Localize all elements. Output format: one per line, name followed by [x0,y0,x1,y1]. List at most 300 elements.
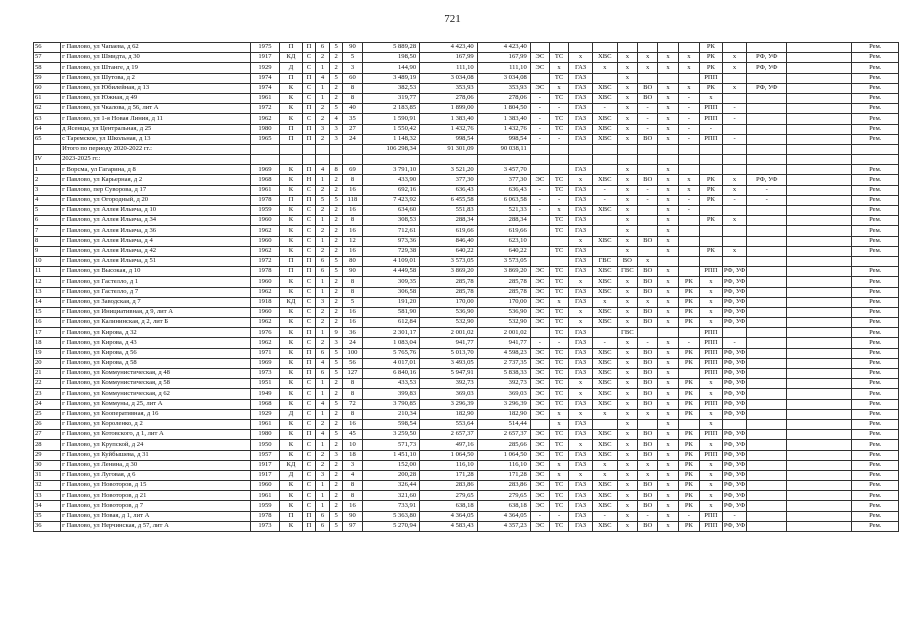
table-cell [787,104,852,114]
table-cell: х [658,419,678,429]
table-cell: 80 [343,256,362,266]
table-cell: 634,60 [362,206,420,216]
table-cell: ХВС [592,206,617,216]
table-cell: г Павлово, ул Аллея Ильича, д 42 [61,246,251,256]
table-cell: ГАЗ [569,104,593,114]
table-cell: 1960 [250,307,279,317]
table-cell: 2 [316,460,330,470]
table-cell: РК [678,440,699,450]
table-cell: 1 [316,501,330,511]
table-cell: 319,77 [362,93,420,103]
table-cell: 90 [343,43,362,53]
table-cell: х [658,63,678,73]
table-cell [722,93,747,103]
table-cell [747,460,787,470]
table-cell: 2 [329,236,343,246]
table-cell [316,155,330,165]
table-cell: 846,40 [420,236,478,246]
table-cell: 1957 [250,450,279,460]
table-cell: К [280,216,303,226]
table-cell: ЭС [530,369,549,379]
table-cell: - [678,114,699,124]
table-cell: ХВС [592,389,617,399]
table-cell: ГАЗ [569,328,593,338]
table-cell [787,246,852,256]
table-cell [34,144,61,154]
table-cell: 8 [343,481,362,491]
table-cell [787,256,852,266]
table-cell: Рем. [852,450,899,460]
table-cell: 598,54 [362,419,420,429]
table-cell [678,369,699,379]
table-cell: 4 [316,73,330,83]
table-cell: 15 [34,307,61,317]
table-cell: х [722,83,747,93]
table-cell [678,226,699,236]
table-cell [787,267,852,277]
table-cell: 521,33 [477,206,530,216]
table-cell: П [302,369,316,379]
table-cell: П [280,134,303,144]
table-cell [658,144,678,154]
table-cell [747,287,787,297]
table-row [34,216,899,226]
table-cell: 1971 [250,348,279,358]
table-cell: 2 [329,491,343,501]
table-cell: 279,65 [477,491,530,501]
table-cell [678,267,699,277]
table-cell [787,389,852,399]
table-cell: - [678,511,699,521]
table-cell: 433,53 [362,379,420,389]
table-cell: 1962 [250,338,279,348]
table-cell: х [658,430,678,440]
table-cell: РК [678,521,699,531]
table-cell [592,216,617,226]
table-cell: ХВС [592,267,617,277]
table-cell: г Павлово, ул Аллея Ильича, д 36 [61,226,251,236]
table-cell: - [638,104,658,114]
table-cell: 1 804,50 [477,104,530,114]
table-cell: К [280,104,303,114]
table-cell: Н [302,175,316,185]
table-cell: 1961 [250,93,279,103]
table-cell: РК [700,185,723,195]
table-cell: 5 [34,206,61,216]
table-cell: Рем. [852,307,899,317]
table-cell [678,246,699,256]
table-cell: 1961 [250,419,279,429]
table-cell: 1 [316,481,330,491]
table-cell: 1918 [250,297,279,307]
table-cell: х [678,175,699,185]
table-cell: Рем. [852,430,899,440]
table-cell: 2 [329,287,343,297]
table-cell [638,155,658,165]
table-cell: ГАЗ [569,246,593,256]
table-cell: - [530,124,549,134]
table-row [34,43,899,53]
table-cell: х [658,450,678,460]
table-cell: 5 [329,521,343,531]
table-cell [658,155,678,165]
table-cell: х [722,216,747,226]
table-cell: г Павлово, ул Юбилейная, д 13 [61,83,251,93]
table-cell: С [302,470,316,480]
table-cell: 4 364,05 [420,511,478,521]
table-cell [700,144,723,154]
table-cell: 6 [316,369,330,379]
table-cell: ТС [549,430,568,440]
table-cell: К [280,450,303,460]
table-cell: П [280,124,303,134]
table-cell: 4 423,40 [420,43,478,53]
table-cell: 2 [329,53,343,63]
table-cell: ГАЗ [569,501,593,511]
table-cell: 11 [34,267,61,277]
table-cell: 1962 [250,287,279,297]
table-cell: 61 [34,93,61,103]
table-cell: 2 [329,226,343,236]
table-cell: 640,22 [420,246,478,256]
table-cell [678,419,699,429]
table-cell: х [658,93,678,103]
table-cell: 2 [316,226,330,236]
table-cell: г Павлово, ул Инициативная, д 9, лит А [61,307,251,317]
table-cell: - [678,93,699,103]
table-cell: х [617,399,637,409]
table-cell [722,124,747,134]
table-cell: 399,83 [362,389,420,399]
table-cell: 2 [329,246,343,256]
table-cell: К [280,369,303,379]
table-cell: г Павлово, ул Коммунистическая, д 58 [61,379,251,389]
table-cell: ВО [638,369,658,379]
table-cell: ЭС [530,460,549,470]
table-cell: - [722,104,747,114]
table-cell: 111,10 [420,63,478,73]
table-cell: ГАЗ [569,73,593,83]
table-cell: 2 [329,185,343,195]
table-cell [530,328,549,338]
table-cell: Рем. [852,114,899,124]
table-cell: 941,77 [477,338,530,348]
table-cell: 16 [343,246,362,256]
table-cell: 3 034,08 [477,73,530,83]
table-row [34,419,899,429]
table-cell: ГАЗ [569,369,593,379]
table-cell: ТС [549,73,568,83]
table-cell: 5 [316,195,330,205]
table-cell: С [302,460,316,470]
table-cell [549,43,568,53]
table-cell: г Павлово, ул Высокая, д 10 [61,267,251,277]
table-row [34,63,899,73]
table-cell: К [280,521,303,531]
table-cell: х [700,419,723,429]
table-cell: 1978 [250,195,279,205]
table-cell: РК [678,307,699,317]
table-cell [747,307,787,317]
table-cell: РПП [700,399,723,409]
table-cell: Рем. [852,297,899,307]
table-cell: х [658,358,678,368]
table-cell [617,144,637,154]
table-cell [530,246,549,256]
table-cell [658,256,678,266]
table-cell [747,256,787,266]
table-cell: х [658,318,678,328]
table-cell: ТС [549,328,568,338]
table-cell: РФ, УФ [722,491,747,501]
table-cell: 2 183,85 [362,104,420,114]
table-cell: х [617,73,637,83]
table-cell: 1972 [250,256,279,266]
table-cell: х [569,53,593,63]
table-cell: 1 [316,328,330,338]
table-cell: 2 [316,53,330,63]
table-cell: х [658,287,678,297]
table-cell: РФ, УФ [722,348,747,358]
table-cell: 18 [34,338,61,348]
table-cell [658,43,678,53]
table-cell [530,236,549,246]
table-cell: х [700,409,723,419]
table-cell: ГАЗ [569,165,593,175]
table-cell: х [617,236,637,246]
table-cell: - [530,511,549,521]
table-cell [477,155,530,165]
table-cell [530,256,549,266]
table-row [34,195,899,205]
table-cell [747,114,787,124]
table-cell: К [280,114,303,124]
table-cell [747,134,787,144]
table-cell: П [302,124,316,134]
table-cell: - [722,195,747,205]
table-cell: 97 [343,521,362,531]
table-cell: П [302,43,316,53]
table-cell: 1973 [250,521,279,531]
table-cell [747,206,787,216]
table-row [34,409,899,419]
table-cell: х [617,521,637,531]
table-cell [747,93,787,103]
table-cell: с Таремское, ул Школьная, д 13 [61,134,251,144]
table-cell: 1978 [250,511,279,521]
table-cell: ВО [638,440,658,450]
table-cell: - [530,195,549,205]
table-cell: ТС [549,379,568,389]
table-cell: РК [678,460,699,470]
table-cell: 7 [34,226,61,236]
table-cell: - [549,195,568,205]
table-cell: х [678,185,699,195]
table-cell: К [280,379,303,389]
table-cell [592,155,617,165]
table-cell: ЭС [530,450,549,460]
table-cell [787,481,852,491]
table-cell: х [638,63,658,73]
table-cell: 1 [316,389,330,399]
table-cell: 288,34 [420,216,478,226]
table-cell: 182,90 [477,409,530,419]
table-cell: 308,53 [362,216,420,226]
table-cell: х [722,246,747,256]
table-cell: г Павлово, ул Новоторов, д 15 [61,481,251,491]
table-cell: г Павлово, ул Аллея Ильича, д 51 [61,256,251,266]
table-cell [787,419,852,429]
table-cell: 1 550,42 [362,124,420,134]
table-cell [638,246,658,256]
table-cell: 3 296,39 [420,399,478,409]
table-cell: х [617,226,637,236]
table-cell: ЭС [530,501,549,511]
table-cell: - [678,124,699,134]
table-cell: ХВС [592,175,617,185]
table-row [34,389,899,399]
table-cell: 4 [34,195,61,205]
table-cell [787,175,852,185]
table-row [34,369,899,379]
table-cell: 5 [329,73,343,83]
table-cell: 59 [34,73,61,83]
table-cell: г Павлово, ул Куйбышева, д 31 [61,450,251,460]
table-cell: х [700,460,723,470]
table-cell: П [280,43,303,53]
table-cell [747,236,787,246]
table-row [34,83,899,93]
table-cell: - [678,338,699,348]
table-cell: 4 423,40 [477,43,530,53]
table-cell: ХВС [592,481,617,491]
table-cell: К [280,419,303,429]
table-cell: г Павлово, ул Аллея Ильича, д 4 [61,236,251,246]
table-cell: К [280,440,303,450]
table-cell: С [302,185,316,195]
table-cell: ТС [549,389,568,399]
table-cell: 1969 [250,165,279,175]
table-cell: ЭС [530,440,549,450]
table-cell: 2 [329,409,343,419]
table-cell: П [302,358,316,368]
table-cell: 1 451,10 [362,450,420,460]
table-cell [747,267,787,277]
table-row [34,144,899,154]
table-cell: 32 [34,481,61,491]
table-cell: х [638,297,658,307]
table-cell: ХВС [592,124,617,134]
table-cell: х [549,470,568,480]
table-cell: 369,03 [420,389,478,399]
table-cell: К [280,165,303,175]
table-cell: ТС [549,521,568,531]
table-cell: ЭС [530,318,549,328]
table-cell: 1980 [250,430,279,440]
table-cell [787,501,852,511]
table-cell: ЭС [530,297,549,307]
table-cell: х [658,134,678,144]
table-cell: 2 [316,450,330,460]
table-cell: х [569,318,593,328]
table-cell: Рем. [852,226,899,236]
table-cell: ВО [638,450,658,460]
table-cell: РК [678,481,699,491]
table-cell: 4 017,01 [362,358,420,368]
table-cell: х [617,83,637,93]
table-cell: 5 [329,358,343,368]
table-cell: ГВС [617,267,637,277]
table-cell: Рем. [852,501,899,511]
table-cell: 1 383,40 [420,114,478,124]
table-cell: 326,44 [362,481,420,491]
table-cell: Рем. [852,460,899,470]
table-row [34,267,899,277]
table-cell [700,226,723,236]
table-cell [722,226,747,236]
table-cell [678,216,699,226]
table-cell: 63 [34,114,61,124]
table-cell: х [617,470,637,480]
table-cell: г Павлово, ул Аллея Ильича, д 10 [61,206,251,216]
table-cell: ЭС [530,175,549,185]
table-row [34,206,899,216]
table-cell: х [658,297,678,307]
table-cell [530,419,549,429]
table-cell: 392,73 [477,379,530,389]
table-cell: 24 [343,338,362,348]
table-cell [638,216,658,226]
table-cell: К [280,501,303,511]
table-cell: г Павлово, ул Луговая, д 6 [61,470,251,480]
table-cell: 3 790,85 [362,399,420,409]
table-cell: 5 [329,511,343,521]
table-cell: х [700,491,723,501]
table-cell: 26 [34,419,61,429]
table-cell [787,297,852,307]
table-cell [530,144,549,154]
table-cell [787,338,852,348]
table-cell: 35 [34,511,61,521]
table-cell: ВО [638,175,658,185]
table-cell [638,206,658,216]
table-cell: - [592,185,617,195]
table-cell [722,165,747,175]
table-cell: 1 [316,379,330,389]
table-cell: РФ, УФ [722,460,747,470]
table-cell: 1 432,76 [477,124,530,134]
table-cell: 638,18 [420,501,478,511]
table-cell: 6 [316,511,330,521]
table-cell: ГАЗ [569,185,593,195]
table-cell: 24 [343,134,362,144]
table-cell: Рем. [852,43,899,53]
table-cell: х [549,63,568,73]
table-cell: Итого по периоду 2020-2022 гг.: [61,144,251,154]
table-cell: г Павлово, ул Коммунистическая, д 62 [61,389,251,399]
table-cell: Рем. [852,206,899,216]
table-cell: х [658,470,678,480]
table-cell [700,256,723,266]
table-row [34,450,899,460]
table-cell: 90 [343,511,362,521]
table-cell: 1962 [250,114,279,124]
table-cell: х [549,297,568,307]
table-row [34,318,899,328]
table-cell: РПП [700,450,723,460]
table-cell: х [658,104,678,114]
table-cell: ТС [549,369,568,379]
